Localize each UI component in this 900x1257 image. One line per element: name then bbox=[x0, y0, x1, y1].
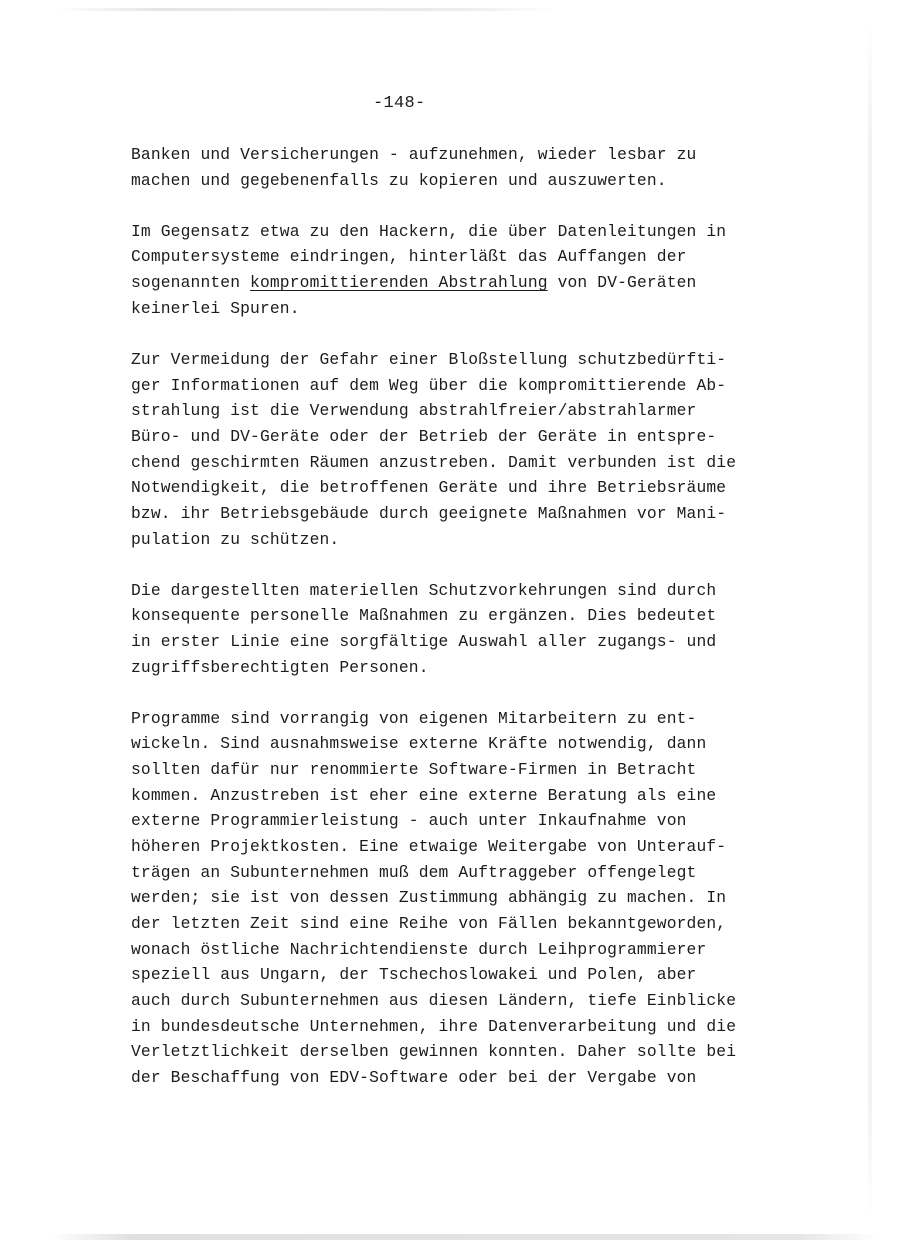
text-line: trägen an Subunternehmen muß dem Auftraggeber offengelegt bbox=[131, 862, 697, 882]
text-line: Im Gegensatz etwa zu den Hackern, die über Datenleitungen in bbox=[131, 221, 727, 241]
text-line: in erster Linie eine sorgfältige Auswahl aller zugangs- und bbox=[131, 632, 717, 651]
text-line: der letzten Zeit sind eine Reihe von Fällen bekanntgeworden, bbox=[131, 914, 727, 934]
paragraph-4 bbox=[131, 578, 791, 681]
text-line: höheren Projektkosten. Eine etwaige Weitergabe von Unterauf- bbox=[131, 837, 727, 857]
paragraph-2 bbox=[131, 219, 791, 322]
text-line: bzw. ihr Betriebsgebäude durch geeignete Maßnahmen vor Mani- bbox=[131, 503, 727, 523]
body-text bbox=[131, 142, 791, 1116]
scan-edge-bottom bbox=[50, 1234, 880, 1240]
text-line: Computersysteme eindringen, hinterläßt das Auffangen der bbox=[131, 247, 687, 267]
text-line: strahlung ist die Verwendung abstrahlfreier/abstrahlarmer bbox=[131, 401, 697, 421]
text-fragment: von DV-Geräten bbox=[547, 273, 697, 293]
text-line: speziell aus Ungarn, der Tschechoslowakei und Polen, aber bbox=[131, 965, 697, 985]
scan-edge-right bbox=[868, 20, 872, 1220]
text-line: Notwendigkeit, die betroffenen Geräte und ihre Betriebsräume bbox=[131, 478, 727, 498]
underlined-term: kompromittierenden Abstrahlung bbox=[250, 273, 548, 293]
text-line: Zur Vermeidung der Gefahr einer Bloßstellung schutzbedürfti- bbox=[131, 349, 727, 369]
text-line: sollten dafür nur renommierte Software-Firmen in Betracht bbox=[131, 760, 697, 780]
paragraph-5 bbox=[131, 706, 791, 1091]
text-line: Die dargestellten materiellen Schutzvorkehrungen sind durch bbox=[131, 580, 717, 600]
text-line: konsequente personelle Maßnahmen zu ergänzen. Dies bedeutet bbox=[131, 606, 717, 626]
text-line: ger Informationen auf dem Weg über die kompromittierende Ab- bbox=[131, 375, 727, 395]
paragraph-3 bbox=[131, 347, 791, 552]
text-line: pulation zu schützen. bbox=[131, 529, 340, 549]
text-line: Programme sind vorrangig von eigenen Mitarbeitern zu ent- bbox=[131, 708, 697, 728]
text-line: werden; sie ist von dessen Zustimmung abhängig zu machen. In bbox=[131, 888, 727, 908]
text-line: wonach östliche Nachrichtendienste durch Leihprogrammierer bbox=[131, 939, 707, 959]
text-line: Banken und Versicherungen - aufzunehmen, wieder lesbar zu bbox=[131, 145, 697, 164]
text-line: chend geschirmten Räumen anzustreben. Damit verbunden ist die bbox=[131, 452, 737, 472]
text-line: keinerlei Spuren. bbox=[131, 298, 300, 318]
text-line: wickeln. Sind ausnahmsweise externe Kräfte notwendig, dann bbox=[131, 734, 707, 754]
page-number: -148- bbox=[373, 94, 426, 113]
text-line: der Beschaffung von EDV-Software oder bei der Vergabe von bbox=[131, 1068, 697, 1087]
scan-edge-top bbox=[55, 8, 555, 11]
text-line-with-underline bbox=[131, 270, 791, 296]
text-line: Büro- und DV-Geräte oder der Betrieb der Geräte in entspre- bbox=[131, 426, 717, 446]
text-line: kommen. Anzustreben ist eher eine externe Beratung als eine bbox=[131, 785, 717, 805]
text-line: in bundesdeutsche Unternehmen, ihre Datenverarbeitung und die bbox=[131, 1016, 737, 1036]
text-line: Verletztlichkeit derselben gewinnen konnten. Daher sollte bei bbox=[131, 1042, 737, 1062]
text-line: auch durch Subunternehmen aus diesen Ländern, tiefe Einblicke bbox=[131, 991, 737, 1011]
text-fragment: sogenannten bbox=[131, 273, 251, 293]
text-line: machen und gegebenenfalls zu kopieren und auszuwerten. bbox=[131, 170, 667, 190]
paragraph-1 bbox=[131, 142, 791, 193]
text-line: zugriffsberechtigten Personen. bbox=[131, 657, 429, 677]
text-line: externe Programmierleistung - auch unter Inkaufnahme von bbox=[131, 811, 687, 831]
